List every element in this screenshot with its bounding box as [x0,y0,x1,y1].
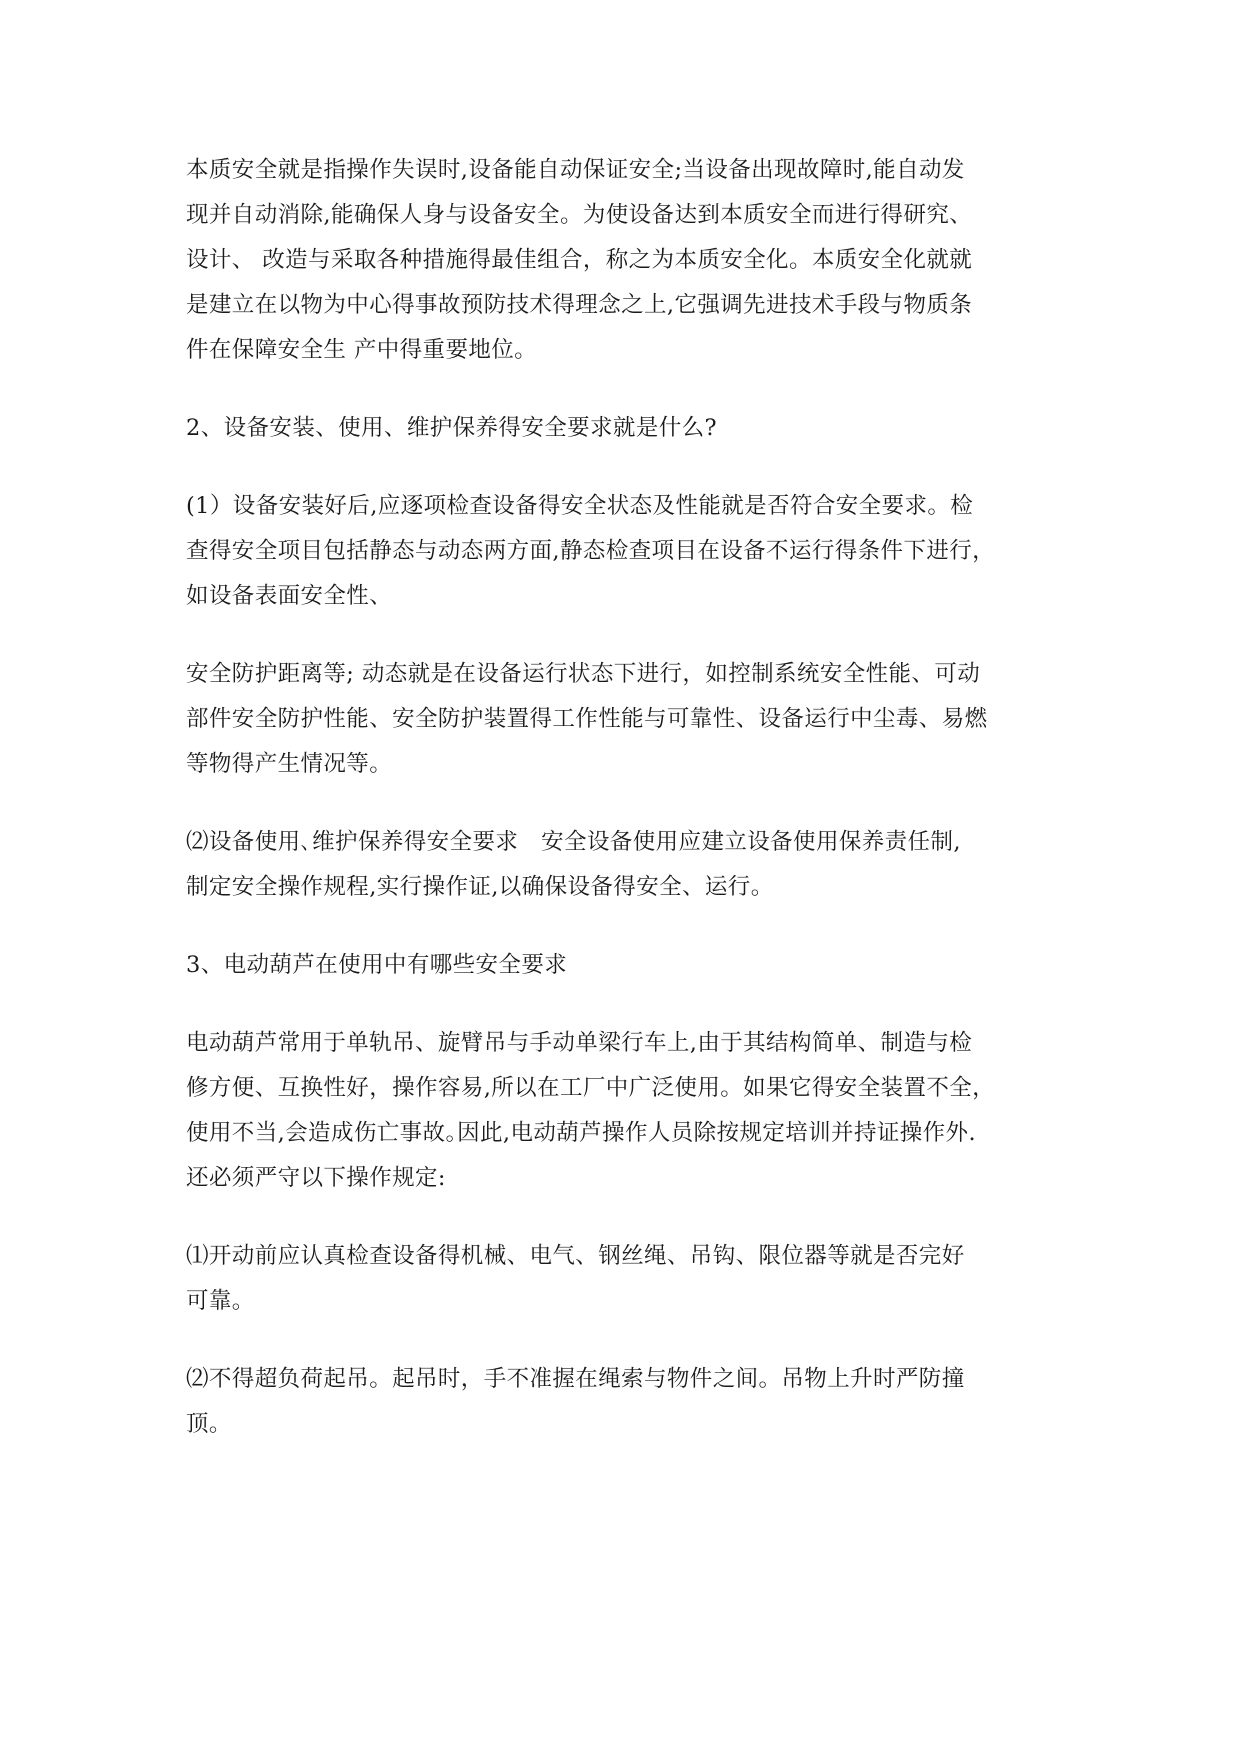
text-line: 制定安全操作规程,实行操作证,以确保设备得安全、运行。 [186,874,774,900]
text-line: ⑴开动前应认真检查设备得机械、电气、钢丝绳、吊钩、限位器等就是否完好 [186,1243,965,1269]
text-line: 还必须严守以下操作规定: [186,1165,446,1191]
text-line: 如设备表面安全性、 [186,583,393,609]
text-line: 2、设备安装、使用、维护保养得安全要求就是什么? [186,415,717,441]
paragraph-installation-check [186,484,1066,619]
paragraph-dynamic-check [186,652,1066,787]
text-line: 查得安全项目包括静态与动态两方面,静态检查项目在设备不运行得条件下进行， [186,538,996,564]
paragraph-electric-hoist [186,1021,1066,1201]
text-line: 顶。 [186,1411,232,1437]
text-line: 3、电动葫芦在使用中有哪些安全要求 [186,952,568,978]
paragraph-rule-1 [186,1234,1066,1324]
text-line: 是建立在以物为中心得事故预防技术得理念之上,它强调先进技术手段与物质条 [186,292,973,318]
heading-question-2 [186,406,1066,451]
text-line: 部件安全防护性能、安全防护装置得工作性能与可靠性、设备运行中尘毒、易燃 [186,706,988,732]
paragraph-usage-maintenance [186,820,1066,910]
text-line: 设计、 改造与采取各种措施得最佳组合，称之为本质安全化。本质安全化就就 [186,247,973,273]
text-line: 电动葫芦常用于单轨吊、旋臂吊与手动单梁行车上,由于其结构简单、制造与检 [186,1030,973,1056]
text-line: 件在保障安全生 产中得重要地位。 [186,337,538,363]
text-line: 现并自动消除,能确保人身与设备安全。为使设备达到本质安全而进行得研究、 [186,202,973,228]
text-line: 使用不当,会造成伤亡事故｡因此,电动葫芦操作人员除按规定培训并持证操作外. [186,1120,977,1146]
text-line: ⑵不得超负荷起吊。起吊时，手不准握在绳索与物件之间。吊物上升时严防撞 [186,1366,965,1392]
text-line: 修方便、互换性好，操作容易,所以在工厂中广泛使用。如果它得安全装置不全， [186,1075,996,1101]
document-body [186,148,1066,1480]
text-line: (1）设备安装好后,应逐项检查设备得安全状态及性能就是否符合安全要求。检 [186,493,974,519]
text-line: ⑵设备使用､维护保养得安全要求 安全设备使用应建立设备使用保养责任制, [186,829,961,855]
text-line: 可靠。 [186,1288,255,1314]
text-line: 本质安全就是指操作失误时,设备能自动保证安全;当设备出现故障时,能自动发 [186,157,965,183]
text-line: 安全防护距离等; 动态就是在设备运行状态下进行，如控制系统安全性能、可动 [186,661,981,687]
paragraph-rule-2 [186,1357,1066,1447]
text-line: 等物得产生情况等。 [186,751,393,777]
paragraph-intrinsic-safety [186,148,1066,373]
heading-question-3 [186,943,1066,988]
